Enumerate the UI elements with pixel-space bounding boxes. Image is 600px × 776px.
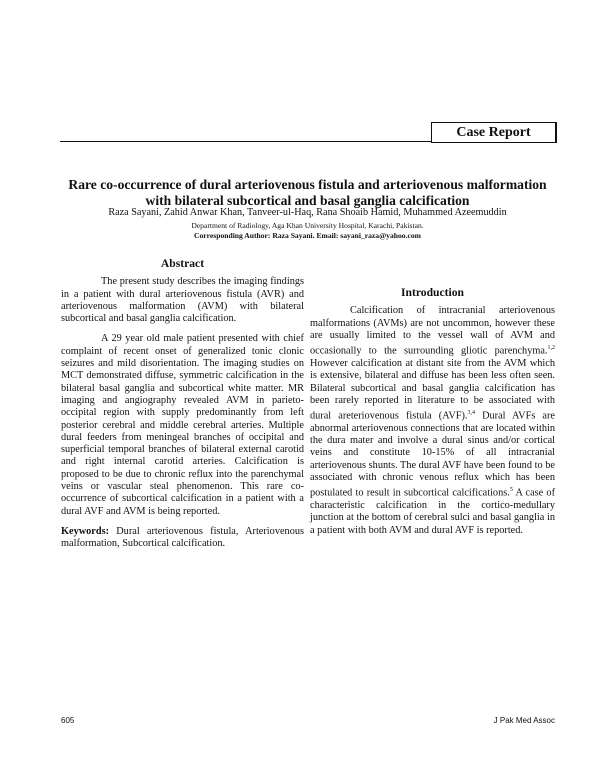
introduction-column xyxy=(310,287,555,545)
article-title: Rare co-occurrence of dural arteriovenous fistula and arteriovenous malformation with bilateral subcortical and basal ganglia calcification xyxy=(68,177,547,208)
intro-text: A case of characteristic calcification in the cortico-medullary junction at the bottom of cerebral sulci and basal ganglia in a patient with both AVM and dural AVF is reported. xyxy=(310,487,555,536)
section-badge: Case Report xyxy=(431,122,557,143)
citation: 3,4 xyxy=(467,410,475,417)
citation: 1,2 xyxy=(547,345,555,352)
abstract-paragraph: A 29 year old male patient presented with chief complaint of recent onset of generalized tonic clonic seizures and mild disorientation. The imaging studies on MCT demonstrated diffuse, symmetric calcification in the bilateral basal ganglia and subcortical white matter. MR imaging and angiography revealed AVM in parieto-occipital region with supply predominantly from left posterior cerebral and middle cerebral arteries. Multiple dural feeders from meningeal branches of occipital and superficial temporal branches of bilateral external carotid and right internal carotid arteries. Calcification is proposed to be due to chronic reflux into the parenchymal veins or vascular steal phenomenon. This rare co-occurrence of subcortical calcification in a patient with a dural AVF and AVM is being reported. xyxy=(61,333,304,517)
intro-text: Calcification of intracranial arteriovenous malformations (AVMs) are not uncommon, however these are usually limited to the vessel wall of AVM and occasionally to the surrounding gliotic parenchyma. xyxy=(310,305,555,357)
keywords-text: Dural arteriovenous fistula, Arteriovenous malformation, Subcortical calcification. xyxy=(61,525,304,550)
intro-text: However calcification at distant site from the AVM which is extensive, bilateral and diffuse has been less often seen. Bilateral subcortical and basal ganglia calcification has been rarely reported in literature to be associated with dural areteriovenous fistula (AVF). xyxy=(310,357,555,422)
citation: 5 xyxy=(509,487,513,494)
header-rule xyxy=(60,141,432,142)
page-number: 605 xyxy=(61,716,75,725)
author-list: Raza Sayani, Zahid Anwar Khan, Tanveer-ul-Haq, Rana Shoaib Hamid, Muhammed Azeemuddin xyxy=(108,207,507,218)
abstract-column xyxy=(61,258,304,559)
corresponding-author: Corresponding Author: Raza Sayani. Email: sayani_raza@yahoo.com xyxy=(194,231,421,240)
keywords xyxy=(61,526,304,551)
introduction-heading: Introduction xyxy=(401,286,464,299)
keywords-label: Keywords: xyxy=(61,525,110,537)
abstract-heading: Abstract xyxy=(160,257,205,270)
introduction-paragraph xyxy=(310,305,555,537)
journal-name: J Pak Med Assoc xyxy=(493,716,555,725)
abstract-paragraph: The present study describes the imaging findings in a patient with dural arteriovenous fistula (AVR) and arteriovenous malformation (AVM) with bilateral subcortical and basal ganglia calcification. xyxy=(61,276,304,325)
intro-text: Dural AVFs are abnormal arteriovenous connections that are located within the dura mater and involve a dural sinus and/or cortical veins and constitute 10-15% of all intracranial arteriovenous shunts. The dural AVF have been found to be associated with chronic venous reflux which has been postulated to result in subcortical calcifications. xyxy=(310,410,556,499)
affiliation: Department of Radiology, Aga Khan University Hospital, Karachi, Pakistan. xyxy=(191,221,424,230)
